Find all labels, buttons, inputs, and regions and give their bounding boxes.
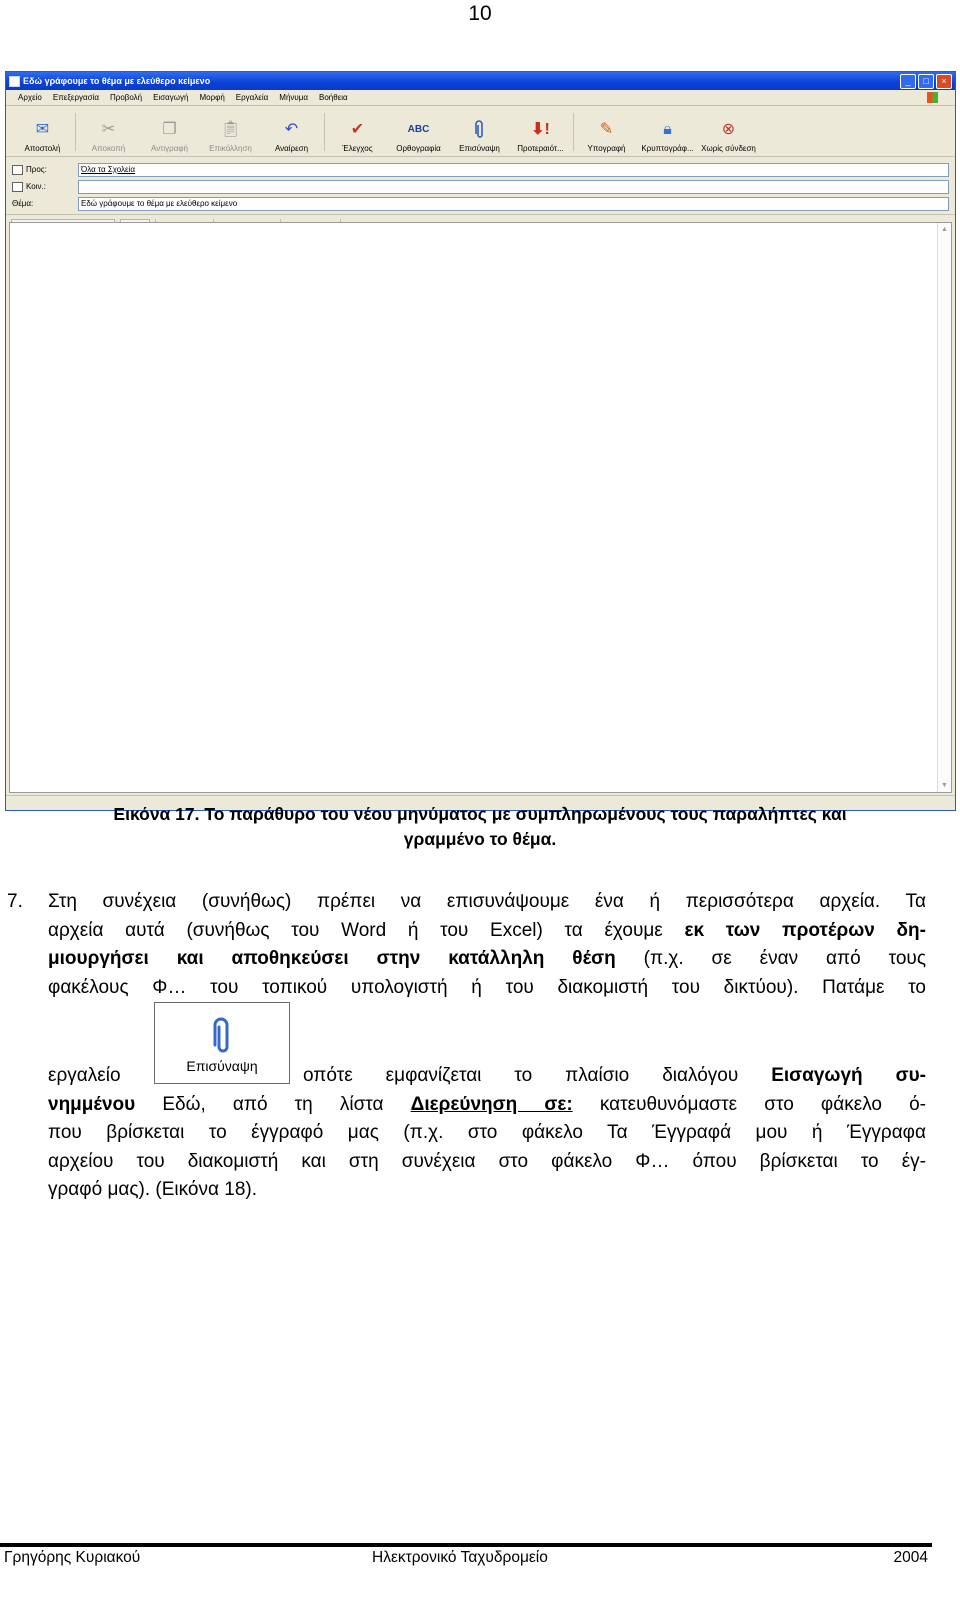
send-button[interactable] (12, 108, 73, 156)
cut-icon: ✂ (101, 121, 116, 138)
menu-insert[interactable]: Εισαγωγή (153, 93, 189, 102)
bold-text: Διερεύνηση σε: (410, 1093, 573, 1115)
cc-label: Κοιν.: (26, 182, 46, 191)
cut-button[interactable] (78, 108, 139, 156)
attach-button-label: Επισύναψη (186, 1058, 258, 1074)
sign-button[interactable] (576, 108, 637, 156)
paragraph-line (48, 917, 926, 946)
scroll-up-icon[interactable]: ▲ (941, 226, 948, 233)
address-book-icon[interactable] (12, 165, 23, 175)
page-number: 10 (468, 2, 492, 25)
address-book-icon[interactable] (12, 182, 23, 192)
menu-edit[interactable]: Επεξεργασία (52, 93, 99, 102)
text-run: (π.χ. σε έναν από τους (615, 948, 926, 969)
copy-icon: ❐ (162, 121, 177, 138)
bold-text: νημμένου (48, 1093, 136, 1115)
toolbar-separator (75, 113, 76, 151)
encrypt-icon: 🔒︎ (663, 121, 672, 138)
figure-caption (0, 802, 960, 852)
bold-text: μιουργήσει και αποθηκεύσει στην κατάλληλη θέση (48, 948, 616, 969)
footer-title: Ηλεκτρονικό Ταχυδρομείο (372, 1549, 548, 1566)
step-7-paragraph (0, 888, 960, 1205)
paragraph-line: αρχείου του διακομιστή και στη συνέχεια στο φάκελο Φ… όπου βρίσκεται το έγ- (48, 1150, 926, 1172)
check-names-icon: ✔ (350, 121, 365, 138)
paste-button[interactable] (200, 108, 261, 156)
subject-field[interactable]: Εδώ γράφουμε το θέμα με ελεύθερο κείμενο (78, 197, 949, 211)
title-bar (6, 72, 955, 90)
close-button[interactable]: × (936, 74, 952, 89)
menu-tools[interactable]: Εργαλεία (235, 93, 269, 102)
sign-icon: ✎ (599, 121, 614, 138)
paragraph-line (303, 1062, 926, 1091)
subject-label: Θέμα: (12, 199, 34, 208)
text-run: Εδώ, από τη λίστα (135, 1093, 411, 1115)
paragraph-line (48, 1091, 926, 1120)
scroll-down-icon[interactable]: ▼ (941, 782, 948, 789)
tool-word: εργαλείο (48, 1065, 121, 1086)
paragraph-line: Στη συνέχεια (συνήθως) πρέπει να επισυνάψουμε ένα ή περισσότερα αρχεία. Τα (48, 891, 926, 912)
text-run: αρχεία αυτά (συνήθως του Word ή του Excel) τα έχουμε (48, 919, 685, 941)
paperclip-icon (470, 120, 490, 140)
minimize-button[interactable]: _ (900, 74, 916, 89)
offline-icon: ⊗ (721, 121, 736, 138)
sign-label: Υπογραφή (587, 144, 626, 153)
encrypt-label: Κρυπτογράφ... (641, 144, 694, 153)
toolbar (6, 106, 955, 157)
footer-author: Γρηγόρης Κυριακού (4, 1549, 141, 1566)
offline-label: Χωρίς σύνδεση (701, 144, 756, 153)
menu-help[interactable]: Βοήθεια (319, 93, 348, 102)
spelling-icon: ABC (407, 124, 430, 135)
menu-file[interactable]: Αρχείο (18, 93, 42, 102)
text-run: κατευθυνόμαστε στο φάκελο ό- (572, 1093, 927, 1115)
caption-line-1: Εικόνα 17. Το παράθυρο του νέου μηνύματος με συμπληρωμένους τους παραλήπτες και (113, 804, 847, 824)
attach-label: Επισύναψη (459, 144, 500, 153)
paste-label: Επικόλληση (209, 144, 252, 153)
new-message-window (5, 71, 956, 811)
cc-field[interactable] (78, 180, 949, 194)
caption-line-2: γραμμένο το θέμα. (403, 829, 557, 849)
paragraph-line: γραφό μας). (Εικόνα 18). (48, 1179, 257, 1200)
windows-logo-icon (927, 92, 938, 103)
send-icon: ✉ (35, 121, 50, 138)
priority-icon: ⬇! (531, 121, 550, 138)
menu-view[interactable]: Προβολή (109, 93, 143, 102)
copy-button[interactable] (139, 108, 200, 156)
paragraph-line (48, 945, 926, 974)
attach-button-image (154, 1002, 290, 1084)
undo-label: Αναίρεση (274, 144, 309, 153)
paragraph-line: που βρίσκεται το έγγραφό μας (π.χ. στο φάκελο Τα Έγγραφά μου ή Έγγραφα (48, 1122, 926, 1143)
priority-button[interactable] (510, 108, 571, 156)
text-run: οπότε εμφανίζεται το πλαίσιο διαλόγου (303, 1065, 772, 1086)
offline-button[interactable] (698, 108, 759, 156)
cut-label: Αποκοπή (91, 144, 126, 153)
spelling-button[interactable] (388, 108, 449, 156)
footer-rule (0, 1543, 932, 1547)
step-number: 7. (7, 891, 23, 912)
copy-label: Αντιγραφή (151, 144, 188, 153)
message-headers (6, 157, 955, 214)
paste-icon: 📋︎ (220, 121, 241, 138)
bold-text: Εισαγωγή συ- (771, 1065, 926, 1086)
encrypt-button[interactable] (637, 108, 698, 156)
toolbar-separator (324, 113, 325, 151)
to-field[interactable]: Όλα τα Σχολεία (78, 163, 949, 177)
spelling-label: Ορθογραφία (396, 144, 441, 153)
maximize-button[interactable]: □ (918, 74, 934, 89)
undo-button[interactable] (261, 108, 322, 156)
message-icon (9, 76, 20, 87)
menu-bar (6, 90, 955, 106)
check-names-button[interactable] (327, 108, 388, 156)
attach-button[interactable] (449, 108, 510, 156)
to-label: Προς: (26, 165, 47, 174)
paperclip-icon (213, 1017, 233, 1057)
footer-year: 2004 (893, 1549, 928, 1566)
send-label: Αποστολή (24, 144, 61, 153)
undo-icon: ↶ (284, 121, 299, 138)
toolbar-separator (573, 113, 574, 151)
paragraph-line: φακέλους Φ… του τοπικού υπολογιστή ή του διακομιστή του δικτύου). Πατάμε το (48, 976, 926, 998)
check-names-label: Έλεγχος (342, 144, 373, 153)
bold-text: εκ των προτέρων δη- (684, 919, 926, 941)
vertical-scrollbar[interactable] (937, 223, 951, 792)
menu-format[interactable]: Μορφή (199, 93, 225, 102)
window-title: Εδώ γράφουμε το θέμα με ελεύθερο κείμενο (23, 76, 211, 86)
message-body[interactable] (9, 222, 952, 793)
menu-message[interactable]: Μήνυμα (279, 93, 309, 102)
priority-label: Προτεραιότ... (517, 144, 564, 153)
